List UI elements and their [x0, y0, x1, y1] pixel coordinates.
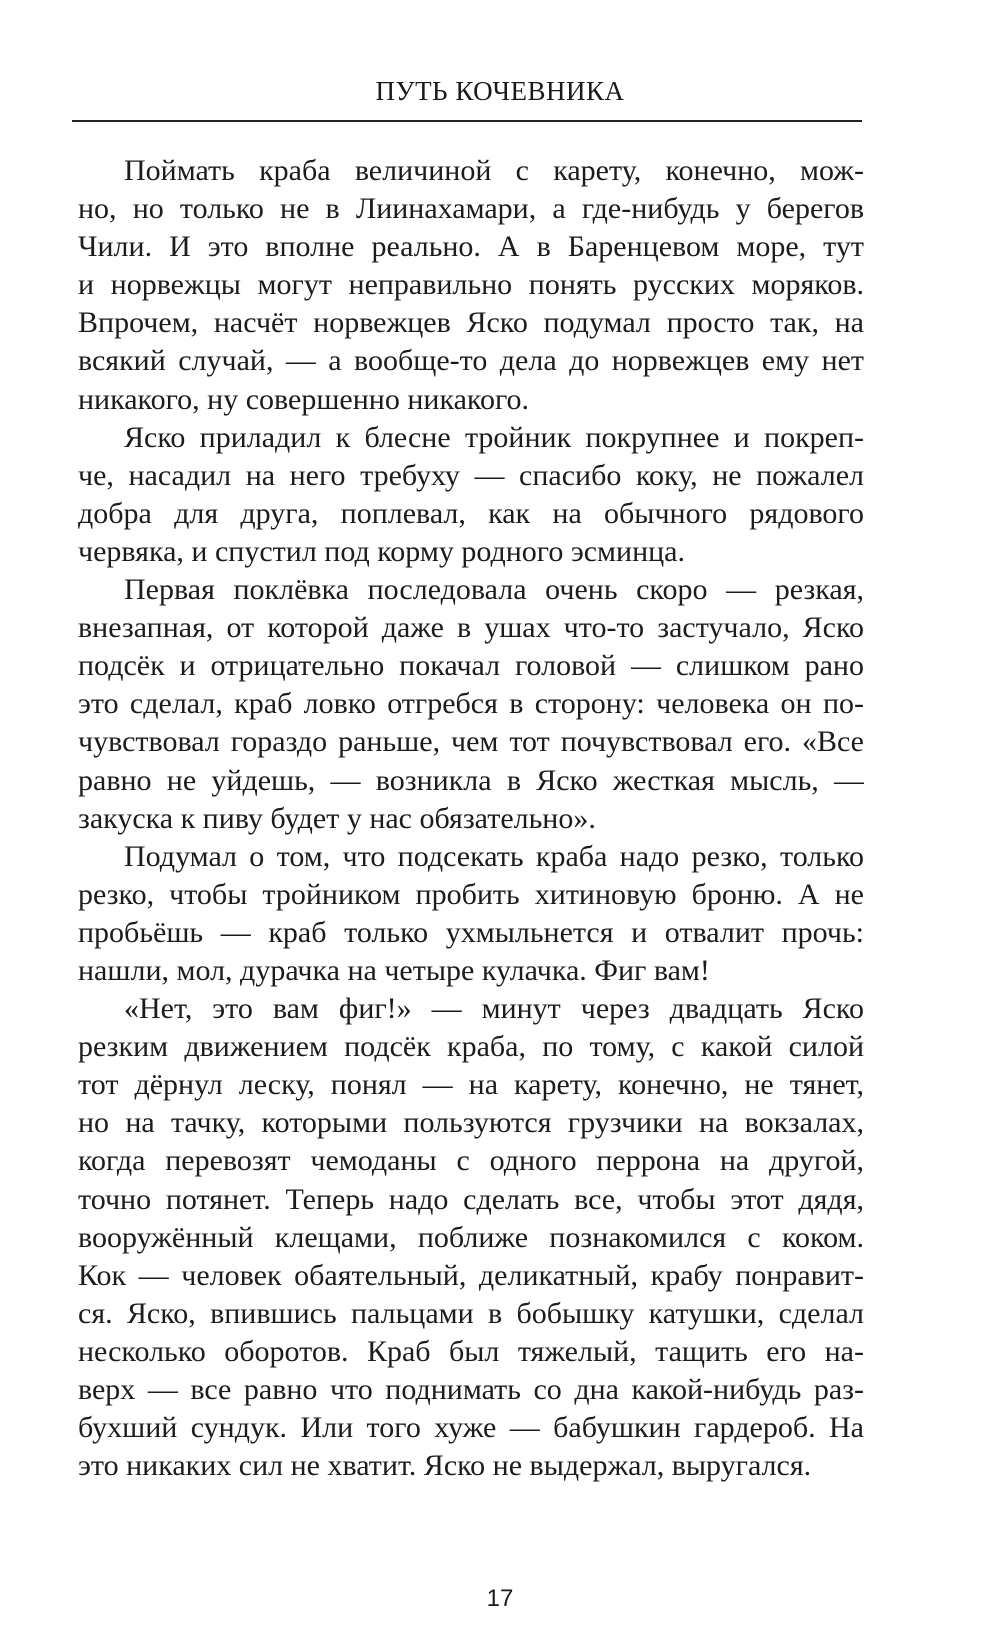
text-line: червяка, и спустил под корму родного эсминца.: [78, 534, 685, 568]
text-line: чувствовал гораздо раньше, чем тот почувствовал его. «Все: [78, 725, 864, 759]
text-line: точно потянет. Теперь надо сделать все, чтобы этот дядя,: [78, 1182, 864, 1216]
text-line: это никаких сил не хватит. Яско не выдержал, выругался.: [78, 1449, 812, 1483]
text-line: верх — все равно что поднимать со дна какой-нибудь раз-: [78, 1373, 864, 1406]
text-line: «Нет, это вам фиг!» — минут через двадцать Яско: [124, 992, 864, 1026]
text-line: добра для друга, поплевал, как на обычного рядового: [78, 496, 864, 530]
paragraph-2: [78, 419, 864, 571]
text-line: Чили. И это вполне реально. А в Баренцевом море, тут: [78, 230, 864, 264]
text-line: Первая поклёвка последовала очень скоро — резкая,: [124, 573, 864, 607]
text-line: когда перевозят чемоданы с одного перрона на другой,: [78, 1144, 864, 1178]
text-line: и норвежцы могут неправильно понять русских моряков.: [78, 268, 864, 302]
text-line: че, насадил на него требуху — спасибо коку, не пожалел: [78, 458, 864, 492]
text-line: ся. Яско, впившись пальцами в бобышку катушки, сделал: [78, 1296, 864, 1330]
text-line: Подумал о том, что подсекать краба надо резко, только: [124, 839, 864, 873]
body-text: [78, 152, 864, 1485]
text-line: Поймать краба величиной с карету, конечно, мож-: [124, 154, 864, 187]
text-line: внезапная, от которой даже в ушах что-то застучало, Яско: [78, 611, 864, 645]
text-line: несколько оборотов. Краб был тяжелый, тащить его на-: [78, 1334, 864, 1368]
text-line: тот дёрнул леску, понял — на карету, конечно, не тянет,: [78, 1068, 864, 1102]
text-line: пробьёшь — краб только ухмыльнется и отвалит прочь:: [78, 915, 864, 949]
text-line: резко, чтобы тройником пробить хитиновую броню. А не: [78, 877, 864, 911]
text-line: резким движением подсёк краба, по тому, с какой силой: [78, 1030, 864, 1064]
text-line: нашли, мол, дурачка на четыре кулачка. Фиг вам!: [78, 953, 710, 987]
page-number: 17: [486, 1585, 514, 1612]
text-line: но на тачку, которыми пользуются грузчики на вокзалах,: [78, 1106, 864, 1140]
text-line: но, но только не в Лиинахамари, а где-нибудь у берегов: [78, 192, 864, 226]
text-line: закуска к пиву будет у нас обязательно».: [78, 801, 596, 835]
text-line: вооружённый клещами, поближе познакомился с коком.: [78, 1220, 864, 1254]
paragraph-5: [78, 990, 864, 1485]
text-line: Яско приладил к блесне тройник покрупнее и покреп-: [124, 420, 864, 454]
text-line: это сделал, краб ловко отгребся в сторону: человека он по-: [78, 687, 864, 721]
paragraph-4: [78, 838, 864, 990]
paragraph-3: [78, 571, 864, 838]
text-line: подсёк и отрицательно покачал головой — слишком рано: [78, 649, 864, 683]
text-line: бухший сундук. Или того хуже — бабушкин гардероб. На: [78, 1411, 864, 1445]
running-head: ПУТЬ КОЧЕВНИКА: [375, 76, 625, 106]
text-line: равно не уйдешь, — возникла в Яско жесткая мысль, —: [78, 763, 864, 797]
text-line: Кок — человек обаятельный, деликатный, крабу понравит-: [78, 1258, 864, 1292]
text-line: всякий случай, — а вообще-то дела до норвежцев ему нет: [78, 344, 864, 378]
text-line: никакого, ну совершенно никакого.: [78, 382, 530, 416]
header-rule: [72, 120, 862, 122]
text-line: Впрочем, насчёт норвежцев Яско подумал просто так, на: [78, 306, 864, 340]
paragraph-1: [78, 152, 864, 419]
